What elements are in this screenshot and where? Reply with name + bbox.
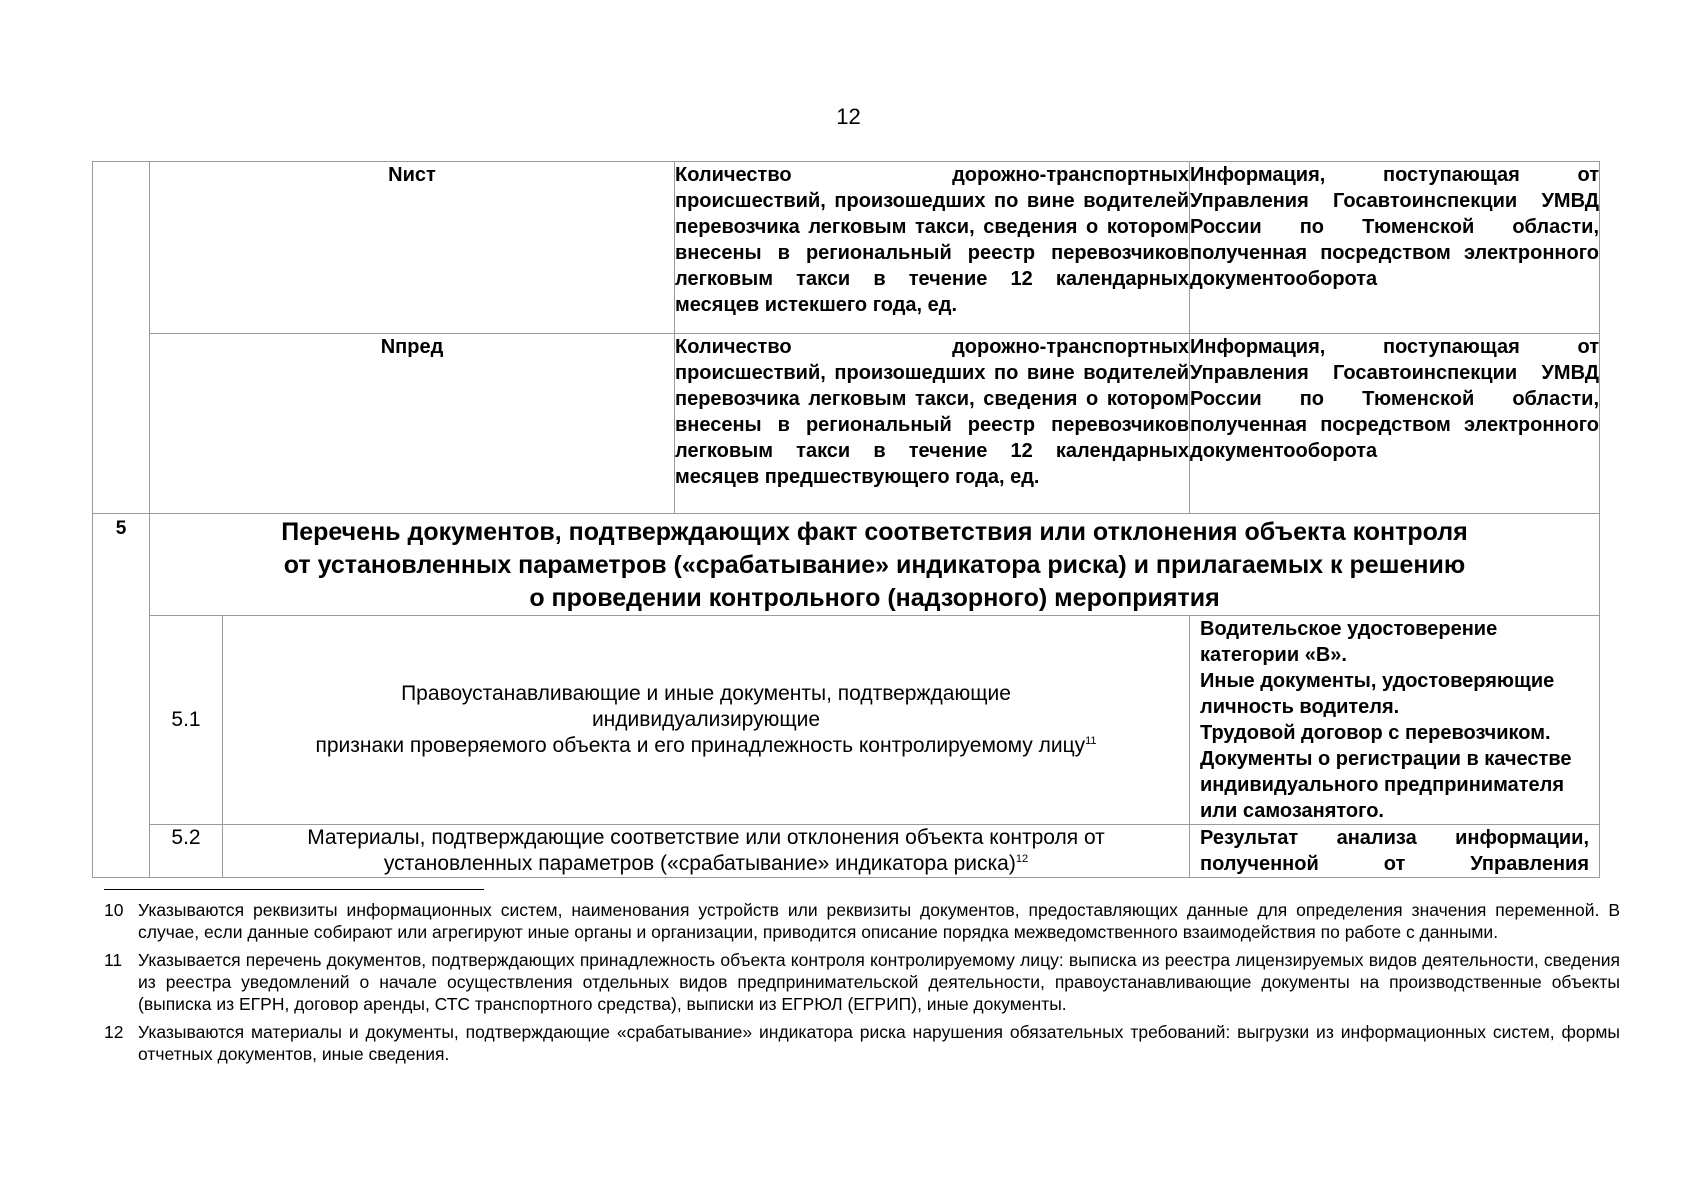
section-number: 5: [93, 514, 150, 878]
document-line: Результат анализа информации,: [1200, 827, 1589, 849]
footnote-text: Указывается перечень документов, подтверждающих принадлежность объекта контроля контролируемому лицу: выписка из реестра лицензируемых видов деятельности, сведения из реестра уведомлений о начале осуществления отдельных видов предпринимательской деятельности, правоустанавливающие документы на производственные объекты (выписка из ЕГРН, договор аренды, СТС транспортного средства), выписки из ЕГРЮЛ (ЕГРИП), иные документы.: [138, 950, 1620, 1014]
documents-list: [1190, 616, 1600, 825]
indicator-table: [92, 161, 1600, 878]
footnote: [104, 949, 1620, 1015]
section-title-line: Перечень документов, подтверждающих факт соответствия или отклонения объекта контроля: [281, 518, 1468, 546]
section-title-line: от установленных параметров («срабатывание» индикатора риска) и прилагаемых к решению: [283, 551, 1466, 579]
section-title: [150, 514, 1600, 616]
footnote: [104, 899, 1620, 943]
document-item: Иные документы, удостоверяющие личность водителя.: [1200, 670, 1555, 718]
footnote: [104, 1021, 1620, 1065]
subsection-title: [223, 616, 1190, 825]
footnote-text: Указываются материалы и документы, подтверждающие «срабатывание» индикатора риска нарушения обязательных требований: выгрузки из информационных систем, формы отчетных документов, иные сведения.: [138, 1022, 1620, 1064]
subsection-title-line: признаки проверяемого объекта и его принадлежность контролируемому лицу$^{11}$: [315, 734, 1097, 757]
page-number: 12: [836, 104, 861, 129]
footnote-separator: [104, 889, 484, 890]
footnote-number: 11: [104, 950, 123, 970]
section-row: [93, 514, 1600, 616]
data-source: Информация, поступающая от Управления Госавтоинспекции УМВД России по Тюменской области, полученная посредством электронного документооборота: [1190, 162, 1600, 334]
footnote-text: Указываются реквизиты информационных систем, наименования устройств или реквизиты документов, предоставляющих данные для определения значения переменной. В случае, если данные собирают или агрегируют иные органы и организации, приводится описание порядка межведомственного взаимодействия по работе с данными.: [138, 900, 1620, 942]
variable-description: Количество дорожно-транспортных происшествий, произошедших по вине водителей перевозчика легковым такси, сведения о котором внесены в региональный реестр перевозчиков легковым такси в течение 12 календарных месяцев истекшего года, ед.: [675, 162, 1190, 334]
subsection-title-line: Материалы, подтверждающие соответствие или отклонения объекта контроля от: [307, 826, 1105, 849]
document-line: полученной от Управления: [1200, 853, 1589, 875]
footnote-number: 12: [104, 1022, 124, 1042]
variable-name: Nист: [150, 162, 675, 334]
document-item: Водительское удостоверение категории «В».: [1200, 618, 1498, 666]
subsection-number: 5.1: [150, 616, 223, 825]
subsection-row: [93, 825, 1600, 878]
variable-name: Nпред: [150, 334, 675, 514]
table-row: [93, 162, 1600, 334]
subsection-title: [223, 825, 1190, 878]
subsection-title-line: индивидуализирующие: [591, 708, 821, 731]
footnotes: [104, 899, 1620, 1071]
document-item: Документы о регистрации в качестве индивидуального предпринимателя или самозанятого.: [1200, 748, 1572, 822]
subsection-title-line: Правоустанавливающие и иные документы, подтверждающие: [401, 682, 1011, 705]
subsection-title-line: установленных параметров («срабатывание» индикатора риска)$^{12}$: [383, 852, 1029, 875]
table-row: [93, 334, 1600, 514]
footnote-number: 10: [104, 900, 124, 920]
subsection-row: [93, 616, 1600, 825]
footnote-ref: 11: [1085, 735, 1097, 747]
footnote-ref: 12: [1015, 853, 1029, 865]
variable-description: Количество дорожно-транспортных происшествий, произошедших по вине водителей перевозчика легковым такси, сведения о котором внесены в региональный реестр перевозчиков легковым такси в течение 12 календарных месяцев предшествующего года, ед.: [675, 334, 1190, 514]
subsection-number: 5.2: [150, 825, 223, 878]
document-item: Трудовой договор с перевозчиком.: [1200, 722, 1551, 744]
empty-number-cell: [93, 162, 150, 514]
data-source: Информация, поступающая от Управления Госавтоинспекции УМВД России по Тюменской области, полученная посредством электронного документооборота: [1190, 334, 1600, 514]
documents-cell: [1190, 825, 1600, 878]
section-title-line: о проведении контрольного (надзорного) мероприятия: [529, 584, 1220, 612]
